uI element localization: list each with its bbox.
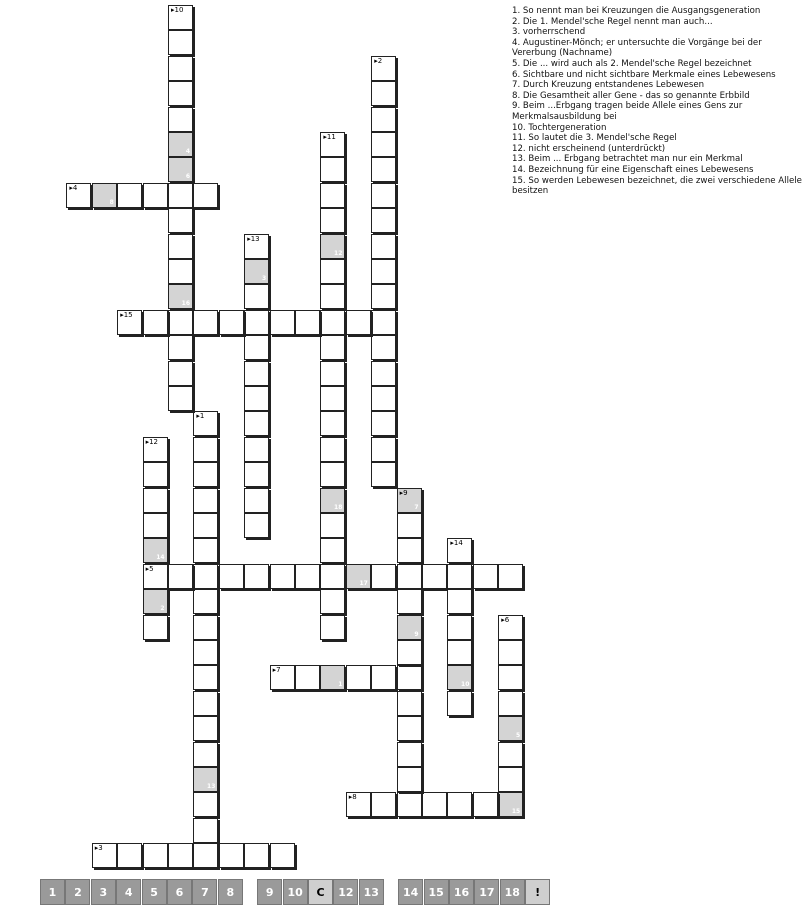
grid-cell[interactable] xyxy=(346,665,371,690)
grid-cell[interactable] xyxy=(397,589,422,614)
grid-cell[interactable] xyxy=(397,767,422,792)
grid-cell[interactable] xyxy=(219,310,244,335)
clue-number: ▸2 xyxy=(374,56,383,65)
grid-cell[interactable] xyxy=(193,589,218,614)
grid-cell[interactable] xyxy=(193,183,218,208)
grid-cell[interactable] xyxy=(371,107,396,132)
grid-cell[interactable] xyxy=(397,792,422,817)
clue-13: 13. Beim ... Erbgang betrachtet man nur ein Merkmal xyxy=(512,154,743,165)
grid-cell[interactable] xyxy=(397,488,422,513)
grid-cell[interactable] xyxy=(143,437,168,462)
solution-index: 13 xyxy=(207,783,216,790)
solution-index: 7 xyxy=(414,503,419,511)
grid-cell[interactable] xyxy=(117,183,142,208)
grid-cell[interactable] xyxy=(168,56,193,81)
grid-cell[interactable] xyxy=(117,843,142,868)
grid-cell[interactable] xyxy=(320,386,345,411)
grid-cell[interactable] xyxy=(320,310,345,335)
grid-cell[interactable] xyxy=(244,361,269,386)
grid-cell[interactable] xyxy=(371,665,396,690)
grid-cell[interactable] xyxy=(193,437,218,462)
grid-cell[interactable] xyxy=(244,488,269,513)
grid-cell[interactable] xyxy=(193,665,218,690)
grid-cell[interactable] xyxy=(371,386,396,411)
grid-cell[interactable] xyxy=(193,818,218,843)
grid-cell[interactable] xyxy=(320,437,345,462)
solution-box: 12 xyxy=(333,879,358,905)
grid-cell[interactable] xyxy=(447,538,472,563)
solution-index: 18 xyxy=(334,503,343,511)
clue-2: 2. Die 1. Mendel'sche Regel nennt man auch... xyxy=(512,16,713,27)
grid-cell[interactable] xyxy=(193,691,218,716)
grid-cell[interactable] xyxy=(397,716,422,741)
clue-number: ▸4 xyxy=(69,183,78,192)
solution-box: 3 xyxy=(91,879,116,905)
grid-cell[interactable] xyxy=(371,234,396,259)
solution-index: 16 xyxy=(181,300,190,308)
grid-cell[interactable] xyxy=(219,843,244,868)
grid-cell[interactable] xyxy=(397,538,422,563)
grid-cell[interactable] xyxy=(143,462,168,487)
clue-number: ▸8 xyxy=(348,793,357,802)
grid-cell[interactable] xyxy=(397,513,422,538)
clue-1: 1. So nennt man bei Kreuzungen die Ausgangsgeneration xyxy=(512,6,761,16)
grid-cell[interactable] xyxy=(346,310,371,335)
grid-cell[interactable] xyxy=(320,411,345,436)
grid-cell[interactable] xyxy=(219,564,244,589)
grid-cell[interactable] xyxy=(193,615,218,640)
solution-index: 17 xyxy=(359,579,368,587)
grid-cell[interactable] xyxy=(270,564,295,589)
grid-cell[interactable] xyxy=(447,615,472,640)
grid-cell[interactable] xyxy=(295,665,320,690)
grid-cell[interactable] xyxy=(168,361,193,386)
grid-cell[interactable] xyxy=(168,208,193,233)
grid-cell[interactable] xyxy=(168,259,193,284)
grid-cell[interactable] xyxy=(397,640,422,665)
grid-cell[interactable] xyxy=(371,284,396,309)
grid-cell[interactable] xyxy=(168,310,193,335)
solution-box: 1 xyxy=(40,879,65,905)
grid-cell[interactable] xyxy=(168,183,193,208)
grid-cell[interactable] xyxy=(371,564,396,589)
solution-box: 5 xyxy=(142,879,167,905)
grid-cell[interactable] xyxy=(244,843,269,868)
grid-cell[interactable] xyxy=(447,665,472,690)
solution-box: 17 xyxy=(474,879,499,905)
grid-cell[interactable] xyxy=(397,691,422,716)
solution-box: 18 xyxy=(500,879,525,905)
grid-cell[interactable] xyxy=(143,843,168,868)
grid-cell[interactable] xyxy=(371,437,396,462)
grid-cell[interactable] xyxy=(473,792,498,817)
clue-5: 5. Die ... wird auch als 2. Mendel'sche Regel bezeichnet xyxy=(512,58,752,69)
grid-cell[interactable] xyxy=(143,538,168,563)
grid-cell[interactable] xyxy=(244,335,269,360)
grid-cell[interactable] xyxy=(244,284,269,309)
grid-cell[interactable] xyxy=(320,488,345,513)
grid-cell[interactable] xyxy=(193,640,218,665)
grid-cell[interactable] xyxy=(168,81,193,106)
grid-cell[interactable] xyxy=(320,284,345,309)
clue-number: ▸1 xyxy=(196,412,205,421)
clue-number: ▸11 xyxy=(323,133,336,141)
solution-index: 10 xyxy=(461,681,470,689)
solution-box: 13 xyxy=(359,879,384,905)
grid-cell[interactable] xyxy=(498,716,523,741)
grid-cell[interactable] xyxy=(168,107,193,132)
grid-cell[interactable] xyxy=(371,462,396,487)
clue-3: 3. vorherrschend xyxy=(512,27,586,38)
grid-cell[interactable] xyxy=(244,411,269,436)
solution-box: ! xyxy=(525,879,550,905)
clue-number: ▸12 xyxy=(145,437,159,446)
clue-number: ▸14 xyxy=(450,539,463,548)
grid-cell[interactable] xyxy=(143,183,168,208)
grid-cell[interactable] xyxy=(397,564,422,589)
clue-number: ▸5 xyxy=(145,564,154,573)
grid-cell[interactable] xyxy=(117,310,142,335)
grid-cell[interactable] xyxy=(371,335,396,360)
grid-cell[interactable] xyxy=(193,488,218,513)
grid-cell[interactable] xyxy=(244,259,269,284)
solution-box: 8 xyxy=(218,879,243,905)
grid-cell[interactable] xyxy=(371,411,396,436)
grid-cell[interactable] xyxy=(244,462,269,487)
clue-4: 4. Augustiner-Mönch; er untersuchte die Vorgänge bei der Vererbung (Nachname) xyxy=(512,37,762,59)
grid-cell[interactable] xyxy=(371,183,396,208)
grid-cell[interactable] xyxy=(320,538,345,563)
grid-cell[interactable] xyxy=(244,386,269,411)
clue-number: ▸13 xyxy=(247,234,260,243)
grid-cell[interactable] xyxy=(371,792,396,817)
grid-cell[interactable] xyxy=(193,462,218,487)
clue-6: 6. Sichtbare und nicht sichtbare Merkmale eines Lebewesens xyxy=(512,69,776,80)
grid-cell[interactable] xyxy=(320,564,345,589)
grid-cell[interactable] xyxy=(295,310,320,335)
grid-cell[interactable] xyxy=(320,462,345,487)
solution-index: 9 xyxy=(414,630,419,638)
solution-box: 4 xyxy=(116,879,141,905)
grid-cell[interactable] xyxy=(270,665,295,690)
grid-cell[interactable] xyxy=(498,767,523,792)
clue-number: ▸7 xyxy=(272,666,281,675)
grid-cell[interactable] xyxy=(92,183,117,208)
grid-cell[interactable] xyxy=(498,792,523,817)
clue-8: 8. Die Gesamtheit aller Gene - das so genannte Erbbild xyxy=(512,90,750,101)
solution-box: 14 xyxy=(398,879,423,905)
clue-number: ▸10 xyxy=(171,6,184,14)
clue-11: 11. So lautet die 3. Mendel'sche Regel xyxy=(512,133,677,144)
grid-cell[interactable] xyxy=(320,157,345,182)
clue-9: 9. Beim ...Erbgang tragen beide Allele eines Gens zur Merkmalsausbildung bei xyxy=(512,101,743,122)
solution-index: 4 xyxy=(185,148,190,155)
grid-cell[interactable] xyxy=(371,81,396,106)
grid-cell[interactable] xyxy=(320,132,345,157)
grid-cell[interactable] xyxy=(320,615,345,640)
clue-number: ▸6 xyxy=(501,615,510,624)
grid-cell[interactable] xyxy=(193,411,218,436)
grid-cell[interactable] xyxy=(320,183,345,208)
grid-cell[interactable] xyxy=(447,792,472,817)
solution-box: 2 xyxy=(65,879,90,905)
solution-index: 12 xyxy=(334,249,343,257)
grid-cell[interactable] xyxy=(498,691,523,716)
grid-cell[interactable] xyxy=(168,132,193,157)
solution-index: 5 xyxy=(516,732,521,740)
solution-box: 6 xyxy=(167,879,192,905)
grid-cell[interactable] xyxy=(168,234,193,259)
grid-cell[interactable] xyxy=(397,615,422,640)
grid-cell[interactable] xyxy=(320,234,345,259)
solution-index: 6 xyxy=(185,173,190,181)
grid-cell[interactable] xyxy=(447,640,472,665)
grid-cell[interactable] xyxy=(422,564,447,589)
solution-box: 16 xyxy=(449,879,474,905)
grid-cell[interactable] xyxy=(66,183,91,208)
solution-index: 1 xyxy=(338,681,343,689)
clue-list xyxy=(512,6,802,197)
grid-cell[interactable] xyxy=(244,234,269,259)
grid-cell[interactable] xyxy=(193,843,218,868)
grid-cell[interactable] xyxy=(498,665,523,690)
grid-cell[interactable] xyxy=(193,716,218,741)
grid-cell[interactable] xyxy=(371,208,396,233)
grid-cell[interactable] xyxy=(143,488,168,513)
grid-cell[interactable] xyxy=(193,792,218,817)
grid-cell[interactable] xyxy=(270,843,295,868)
grid-cell[interactable] xyxy=(397,742,422,767)
grid-cell[interactable] xyxy=(371,259,396,284)
clue-number: ▸9 xyxy=(399,488,408,497)
solution-index: 15 xyxy=(511,808,521,816)
solution-index: 2 xyxy=(160,605,165,613)
solution-box: 10 xyxy=(283,879,308,905)
grid-cell[interactable] xyxy=(371,310,396,335)
grid-cell[interactable] xyxy=(371,361,396,386)
grid-cell[interactable] xyxy=(244,310,269,335)
grid-cell[interactable] xyxy=(346,792,371,817)
grid-cell[interactable] xyxy=(143,564,168,589)
grid-cell[interactable] xyxy=(143,589,168,614)
grid-cell[interactable] xyxy=(447,564,472,589)
grid-cell[interactable] xyxy=(168,5,193,30)
solution-box: 15 xyxy=(424,879,449,905)
grid-cell[interactable] xyxy=(143,513,168,538)
grid-cell[interactable] xyxy=(371,157,396,182)
solution-index: 3 xyxy=(262,275,267,282)
grid-cell[interactable] xyxy=(244,564,269,589)
solution-box: 7 xyxy=(192,879,217,905)
grid-cell[interactable] xyxy=(193,538,218,563)
grid-cell[interactable] xyxy=(244,513,269,538)
grid-cell[interactable] xyxy=(447,691,472,716)
grid-cell[interactable] xyxy=(498,742,523,767)
grid-cell[interactable] xyxy=(168,30,193,55)
grid-cell[interactable] xyxy=(168,564,193,589)
grid-cell[interactable] xyxy=(143,615,168,640)
grid-cell[interactable] xyxy=(92,843,117,868)
grid-cell[interactable] xyxy=(498,640,523,665)
solution-index: 8 xyxy=(109,198,114,206)
solution-box: C xyxy=(308,879,333,905)
grid-cell[interactable] xyxy=(320,589,345,614)
grid-cell[interactable] xyxy=(473,564,498,589)
clue-15: 15. So werden Lebewesen bezeichnet, die zwei verschiedene Allele besitzen xyxy=(512,175,802,197)
grid-cell[interactable] xyxy=(397,665,422,690)
grid-cell[interactable] xyxy=(168,386,193,411)
grid-cell[interactable] xyxy=(244,437,269,462)
grid-cell[interactable] xyxy=(320,335,345,360)
grid-cell[interactable] xyxy=(168,157,193,182)
clue-7: 7. Durch Kreuzung entstandenes Lebewesen xyxy=(512,80,705,91)
clue-number: ▸3 xyxy=(94,844,103,853)
grid-cell[interactable] xyxy=(371,132,396,157)
grid-cell[interactable] xyxy=(193,564,218,589)
grid-cell[interactable] xyxy=(193,310,218,335)
grid-cell[interactable] xyxy=(447,589,472,614)
clue-12: 12. nicht erscheinend (unterdrückt) xyxy=(512,143,666,154)
grid-cell[interactable] xyxy=(168,284,193,309)
grid-cell[interactable] xyxy=(270,310,295,335)
grid-cell[interactable] xyxy=(422,792,447,817)
grid-cell[interactable] xyxy=(295,564,320,589)
grid-cell[interactable] xyxy=(346,564,371,589)
grid-cell[interactable] xyxy=(320,665,345,690)
grid-cell[interactable] xyxy=(498,615,523,640)
grid-cell[interactable] xyxy=(320,208,345,233)
grid-cell[interactable] xyxy=(168,843,193,868)
clue-10: 10. Tochtergeneration xyxy=(512,122,607,133)
grid-cell[interactable] xyxy=(320,361,345,386)
solution-index: 14 xyxy=(156,554,165,562)
grid-cell[interactable] xyxy=(193,513,218,538)
grid-cell[interactable] xyxy=(168,335,193,360)
grid-cell[interactable] xyxy=(498,564,523,589)
grid-cell[interactable] xyxy=(143,310,168,335)
grid-cell[interactable] xyxy=(320,513,345,538)
grid-cell[interactable] xyxy=(193,767,218,792)
grid-cell[interactable] xyxy=(193,742,218,767)
grid-cell[interactable] xyxy=(320,259,345,284)
clue-14: 14. Bezeichnung für eine Eigenschaft eines Lebewesens xyxy=(512,164,754,175)
grid-cell[interactable] xyxy=(371,56,396,81)
clue-number: ▸15 xyxy=(120,310,133,319)
solution-box: 9 xyxy=(257,879,282,905)
